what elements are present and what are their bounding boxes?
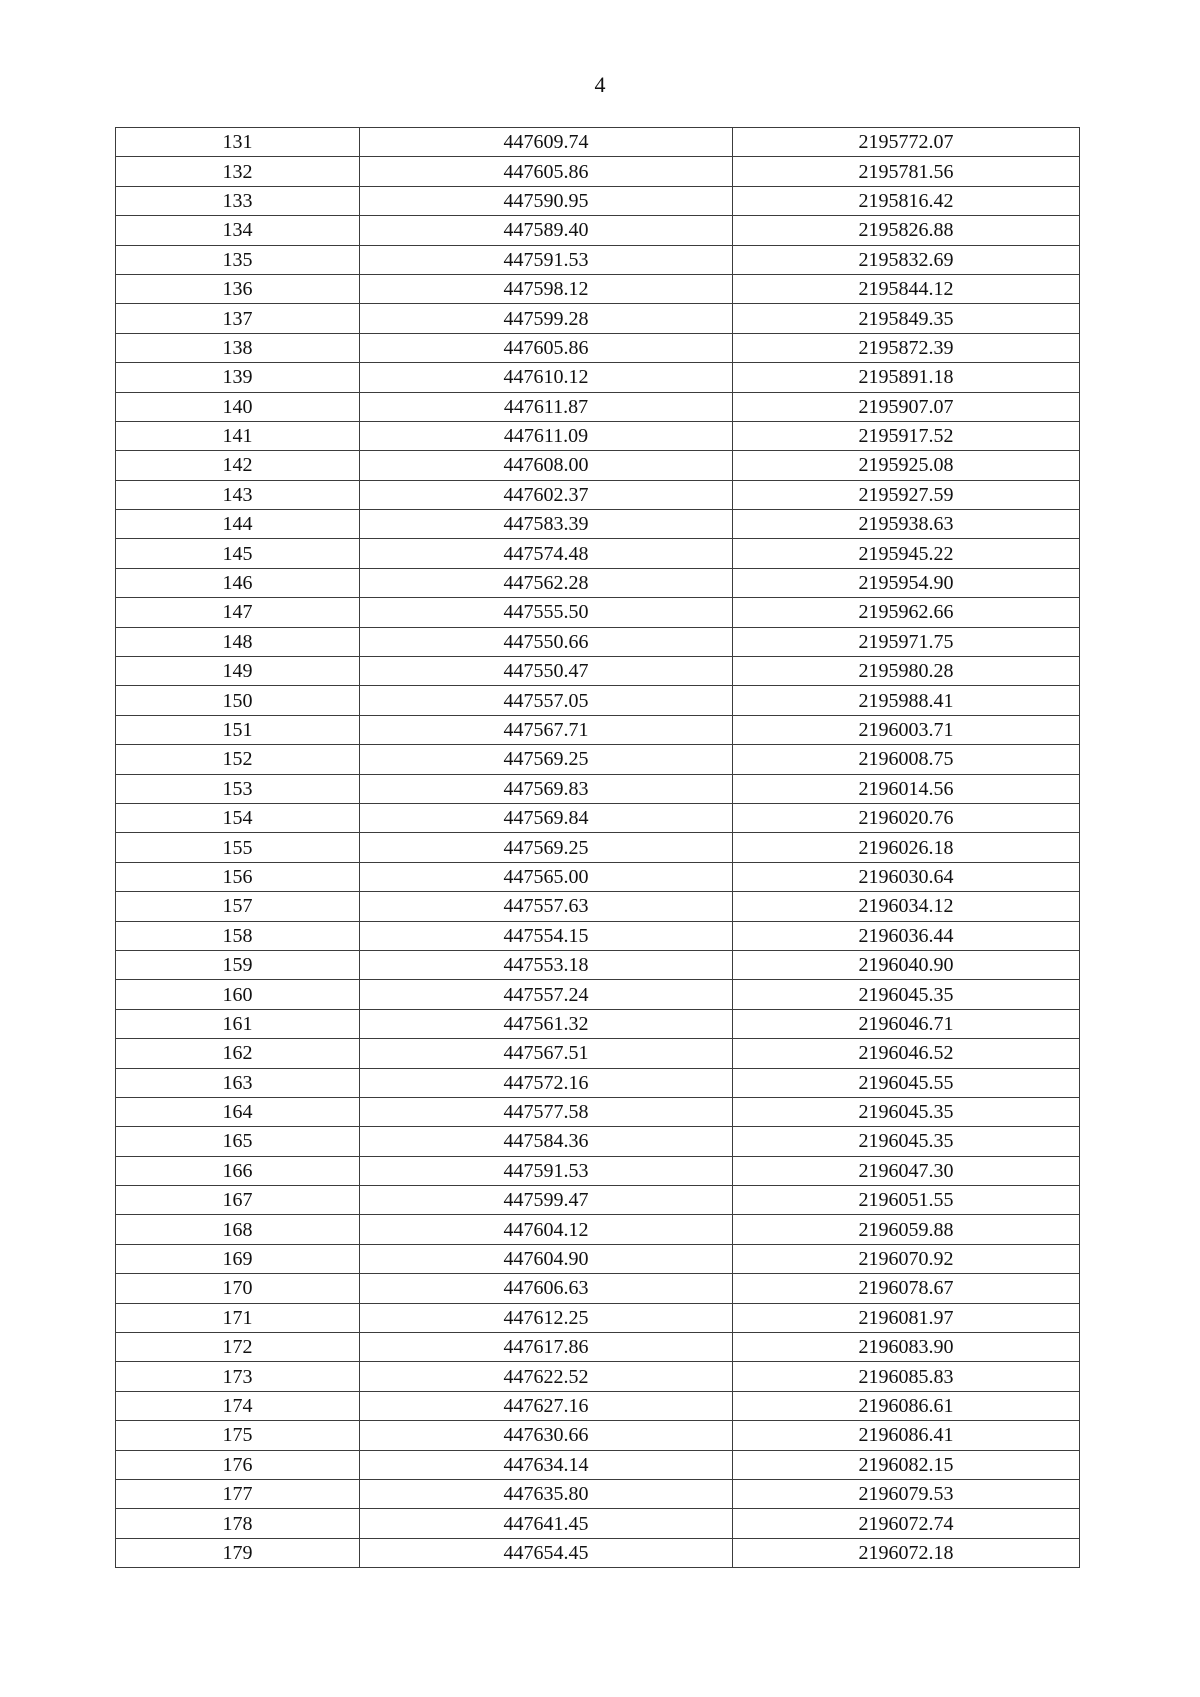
table-row xyxy=(116,1097,1080,1126)
y-coordinate-cell: 2195872.39 xyxy=(733,333,1080,362)
y-coordinate-cell: 2196030.64 xyxy=(733,862,1080,891)
x-coordinate-cell: 447557.24 xyxy=(360,980,733,1009)
point-number-cell: 139 xyxy=(116,363,360,392)
x-coordinate-cell: 447584.36 xyxy=(360,1127,733,1156)
x-coordinate-cell: 447557.63 xyxy=(360,892,733,921)
table-row xyxy=(116,480,1080,509)
table-row xyxy=(116,1509,1080,1538)
point-number-cell: 159 xyxy=(116,950,360,979)
point-number-cell: 178 xyxy=(116,1509,360,1538)
point-number-cell: 137 xyxy=(116,304,360,333)
point-number-cell: 176 xyxy=(116,1450,360,1479)
y-coordinate-cell: 2195945.22 xyxy=(733,539,1080,568)
x-coordinate-cell: 447610.12 xyxy=(360,363,733,392)
x-coordinate-cell: 447602.37 xyxy=(360,480,733,509)
table-row xyxy=(116,745,1080,774)
table-row xyxy=(116,392,1080,421)
table-row xyxy=(116,568,1080,597)
page-number: 4 xyxy=(594,72,606,97)
point-number-cell: 133 xyxy=(116,186,360,215)
x-coordinate-cell: 447611.87 xyxy=(360,392,733,421)
x-coordinate-cell: 447557.05 xyxy=(360,686,733,715)
x-coordinate-cell: 447611.09 xyxy=(360,421,733,450)
table-row xyxy=(116,803,1080,832)
y-coordinate-cell: 2196079.53 xyxy=(733,1479,1080,1508)
y-coordinate-cell: 2195954.90 xyxy=(733,568,1080,597)
x-coordinate-cell: 447608.00 xyxy=(360,451,733,480)
x-coordinate-cell: 447569.25 xyxy=(360,745,733,774)
y-coordinate-cell: 2195772.07 xyxy=(733,128,1080,157)
x-coordinate-cell: 447569.25 xyxy=(360,833,733,862)
point-number-cell: 155 xyxy=(116,833,360,862)
x-coordinate-cell: 447609.74 xyxy=(360,128,733,157)
y-coordinate-cell: 2195816.42 xyxy=(733,186,1080,215)
x-coordinate-cell: 447635.80 xyxy=(360,1479,733,1508)
table-row xyxy=(116,451,1080,480)
coordinates-table-body xyxy=(116,128,1080,1568)
table-row xyxy=(116,510,1080,539)
y-coordinate-cell: 2196045.35 xyxy=(733,980,1080,1009)
y-coordinate-cell: 2196008.75 xyxy=(733,745,1080,774)
point-number-cell: 154 xyxy=(116,803,360,832)
x-coordinate-cell: 447554.15 xyxy=(360,921,733,950)
table-row xyxy=(116,774,1080,803)
point-number-cell: 142 xyxy=(116,451,360,480)
table-row xyxy=(116,1215,1080,1244)
point-number-cell: 138 xyxy=(116,333,360,362)
point-number-cell: 157 xyxy=(116,892,360,921)
table-row xyxy=(116,598,1080,627)
y-coordinate-cell: 2195971.75 xyxy=(733,627,1080,656)
x-coordinate-cell: 447574.48 xyxy=(360,539,733,568)
point-number-cell: 140 xyxy=(116,392,360,421)
x-coordinate-cell: 447583.39 xyxy=(360,510,733,539)
y-coordinate-cell: 2196059.88 xyxy=(733,1215,1080,1244)
point-number-cell: 161 xyxy=(116,1009,360,1038)
x-coordinate-cell: 447550.47 xyxy=(360,657,733,686)
point-number-cell: 172 xyxy=(116,1333,360,1362)
table-row xyxy=(116,304,1080,333)
x-coordinate-cell: 447567.51 xyxy=(360,1039,733,1068)
y-coordinate-cell: 2195980.28 xyxy=(733,657,1080,686)
y-coordinate-cell: 2195781.56 xyxy=(733,157,1080,186)
table-row xyxy=(116,1068,1080,1097)
x-coordinate-cell: 447627.16 xyxy=(360,1391,733,1420)
y-coordinate-cell: 2195925.08 xyxy=(733,451,1080,480)
point-number-cell: 153 xyxy=(116,774,360,803)
point-number-cell: 152 xyxy=(116,745,360,774)
point-number-cell: 177 xyxy=(116,1479,360,1508)
table-row xyxy=(116,921,1080,950)
x-coordinate-cell: 447553.18 xyxy=(360,950,733,979)
y-coordinate-cell: 2196086.61 xyxy=(733,1391,1080,1420)
y-coordinate-cell: 2196082.15 xyxy=(733,1450,1080,1479)
y-coordinate-cell: 2196045.35 xyxy=(733,1097,1080,1126)
point-number-cell: 145 xyxy=(116,539,360,568)
table-row xyxy=(116,1450,1080,1479)
table-row xyxy=(116,421,1080,450)
x-coordinate-cell: 447605.86 xyxy=(360,157,733,186)
coordinates-table xyxy=(115,127,1080,1568)
table-row xyxy=(116,950,1080,979)
y-coordinate-cell: 2195962.66 xyxy=(733,598,1080,627)
point-number-cell: 156 xyxy=(116,862,360,891)
point-number-cell: 149 xyxy=(116,657,360,686)
table-row xyxy=(116,833,1080,862)
y-coordinate-cell: 2195988.41 xyxy=(733,686,1080,715)
point-number-cell: 166 xyxy=(116,1156,360,1185)
x-coordinate-cell: 447606.63 xyxy=(360,1274,733,1303)
x-coordinate-cell: 447599.28 xyxy=(360,304,733,333)
x-coordinate-cell: 447591.53 xyxy=(360,245,733,274)
table-row xyxy=(116,128,1080,157)
y-coordinate-cell: 2196003.71 xyxy=(733,715,1080,744)
point-number-cell: 144 xyxy=(116,510,360,539)
x-coordinate-cell: 447577.58 xyxy=(360,1097,733,1126)
y-coordinate-cell: 2196020.76 xyxy=(733,803,1080,832)
y-coordinate-cell: 2196045.35 xyxy=(733,1127,1080,1156)
y-coordinate-cell: 2196072.74 xyxy=(733,1509,1080,1538)
point-number-cell: 163 xyxy=(116,1068,360,1097)
y-coordinate-cell: 2195849.35 xyxy=(733,304,1080,333)
table-row xyxy=(116,1039,1080,1068)
y-coordinate-cell: 2196014.56 xyxy=(733,774,1080,803)
table-row xyxy=(116,1479,1080,1508)
table-row xyxy=(116,1244,1080,1273)
table-row xyxy=(116,1274,1080,1303)
x-coordinate-cell: 447612.25 xyxy=(360,1303,733,1332)
x-coordinate-cell: 447622.52 xyxy=(360,1362,733,1391)
table-row xyxy=(116,1391,1080,1420)
table-row xyxy=(116,1156,1080,1185)
point-number-cell: 151 xyxy=(116,715,360,744)
point-number-cell: 132 xyxy=(116,157,360,186)
y-coordinate-cell: 2195826.88 xyxy=(733,216,1080,245)
table-row xyxy=(116,1009,1080,1038)
table-row xyxy=(116,274,1080,303)
table-row xyxy=(116,157,1080,186)
y-coordinate-cell: 2195844.12 xyxy=(733,274,1080,303)
table-row xyxy=(116,1362,1080,1391)
x-coordinate-cell: 447567.71 xyxy=(360,715,733,744)
y-coordinate-cell: 2196036.44 xyxy=(733,921,1080,950)
table-row xyxy=(116,1186,1080,1215)
y-coordinate-cell: 2195938.63 xyxy=(733,510,1080,539)
y-coordinate-cell: 2195891.18 xyxy=(733,363,1080,392)
point-number-cell: 146 xyxy=(116,568,360,597)
point-number-cell: 174 xyxy=(116,1391,360,1420)
table-row xyxy=(116,715,1080,744)
point-number-cell: 150 xyxy=(116,686,360,715)
table-row xyxy=(116,657,1080,686)
y-coordinate-cell: 2195917.52 xyxy=(733,421,1080,450)
x-coordinate-cell: 447572.16 xyxy=(360,1068,733,1097)
point-number-cell: 162 xyxy=(116,1039,360,1068)
x-coordinate-cell: 447604.12 xyxy=(360,1215,733,1244)
x-coordinate-cell: 447565.00 xyxy=(360,862,733,891)
table-row xyxy=(116,363,1080,392)
table-row xyxy=(116,862,1080,891)
point-number-cell: 164 xyxy=(116,1097,360,1126)
point-number-cell: 170 xyxy=(116,1274,360,1303)
x-coordinate-cell: 447617.86 xyxy=(360,1333,733,1362)
point-number-cell: 147 xyxy=(116,598,360,627)
y-coordinate-cell: 2195927.59 xyxy=(733,480,1080,509)
x-coordinate-cell: 447589.40 xyxy=(360,216,733,245)
point-number-cell: 158 xyxy=(116,921,360,950)
y-coordinate-cell: 2196086.41 xyxy=(733,1421,1080,1450)
point-number-cell: 136 xyxy=(116,274,360,303)
x-coordinate-cell: 447590.95 xyxy=(360,186,733,215)
y-coordinate-cell: 2196034.12 xyxy=(733,892,1080,921)
table-row xyxy=(116,216,1080,245)
table-row xyxy=(116,980,1080,1009)
table-row xyxy=(116,1538,1080,1567)
table-row xyxy=(116,186,1080,215)
point-number-cell: 169 xyxy=(116,1244,360,1273)
y-coordinate-cell: 2196085.83 xyxy=(733,1362,1080,1391)
x-coordinate-cell: 447630.66 xyxy=(360,1421,733,1450)
point-number-cell: 141 xyxy=(116,421,360,450)
table-row xyxy=(116,686,1080,715)
x-coordinate-cell: 447562.28 xyxy=(360,568,733,597)
table-row xyxy=(116,1333,1080,1362)
x-coordinate-cell: 447634.14 xyxy=(360,1450,733,1479)
y-coordinate-cell: 2196046.52 xyxy=(733,1039,1080,1068)
x-coordinate-cell: 447598.12 xyxy=(360,274,733,303)
x-coordinate-cell: 447605.86 xyxy=(360,333,733,362)
x-coordinate-cell: 447591.53 xyxy=(360,1156,733,1185)
table-row xyxy=(116,1421,1080,1450)
point-number-cell: 165 xyxy=(116,1127,360,1156)
x-coordinate-cell: 447569.83 xyxy=(360,774,733,803)
point-number-cell: 179 xyxy=(116,1538,360,1567)
y-coordinate-cell: 2196045.55 xyxy=(733,1068,1080,1097)
table-row xyxy=(116,539,1080,568)
table-row xyxy=(116,333,1080,362)
y-coordinate-cell: 2196078.67 xyxy=(733,1274,1080,1303)
point-number-cell: 175 xyxy=(116,1421,360,1450)
table-row xyxy=(116,627,1080,656)
point-number-cell: 134 xyxy=(116,216,360,245)
table-row xyxy=(116,892,1080,921)
y-coordinate-cell: 2195832.69 xyxy=(733,245,1080,274)
y-coordinate-cell: 2196081.97 xyxy=(733,1303,1080,1332)
x-coordinate-cell: 447641.45 xyxy=(360,1509,733,1538)
point-number-cell: 168 xyxy=(116,1215,360,1244)
x-coordinate-cell: 447654.45 xyxy=(360,1538,733,1567)
point-number-cell: 135 xyxy=(116,245,360,274)
point-number-cell: 173 xyxy=(116,1362,360,1391)
x-coordinate-cell: 447569.84 xyxy=(360,803,733,832)
y-coordinate-cell: 2196047.30 xyxy=(733,1156,1080,1185)
point-number-cell: 131 xyxy=(116,128,360,157)
y-coordinate-cell: 2196072.18 xyxy=(733,1538,1080,1567)
table-row xyxy=(116,245,1080,274)
table-row xyxy=(116,1127,1080,1156)
y-coordinate-cell: 2195907.07 xyxy=(733,392,1080,421)
point-number-cell: 167 xyxy=(116,1186,360,1215)
y-coordinate-cell: 2196040.90 xyxy=(733,950,1080,979)
x-coordinate-cell: 447550.66 xyxy=(360,627,733,656)
point-number-cell: 171 xyxy=(116,1303,360,1332)
y-coordinate-cell: 2196046.71 xyxy=(733,1009,1080,1038)
x-coordinate-cell: 447599.47 xyxy=(360,1186,733,1215)
y-coordinate-cell: 2196026.18 xyxy=(733,833,1080,862)
point-number-cell: 148 xyxy=(116,627,360,656)
y-coordinate-cell: 2196083.90 xyxy=(733,1333,1080,1362)
x-coordinate-cell: 447555.50 xyxy=(360,598,733,627)
y-coordinate-cell: 2196051.55 xyxy=(733,1186,1080,1215)
table-row xyxy=(116,1303,1080,1332)
x-coordinate-cell: 447561.32 xyxy=(360,1009,733,1038)
point-number-cell: 160 xyxy=(116,980,360,1009)
y-coordinate-cell: 2196070.92 xyxy=(733,1244,1080,1273)
x-coordinate-cell: 447604.90 xyxy=(360,1244,733,1273)
point-number-cell: 143 xyxy=(116,480,360,509)
